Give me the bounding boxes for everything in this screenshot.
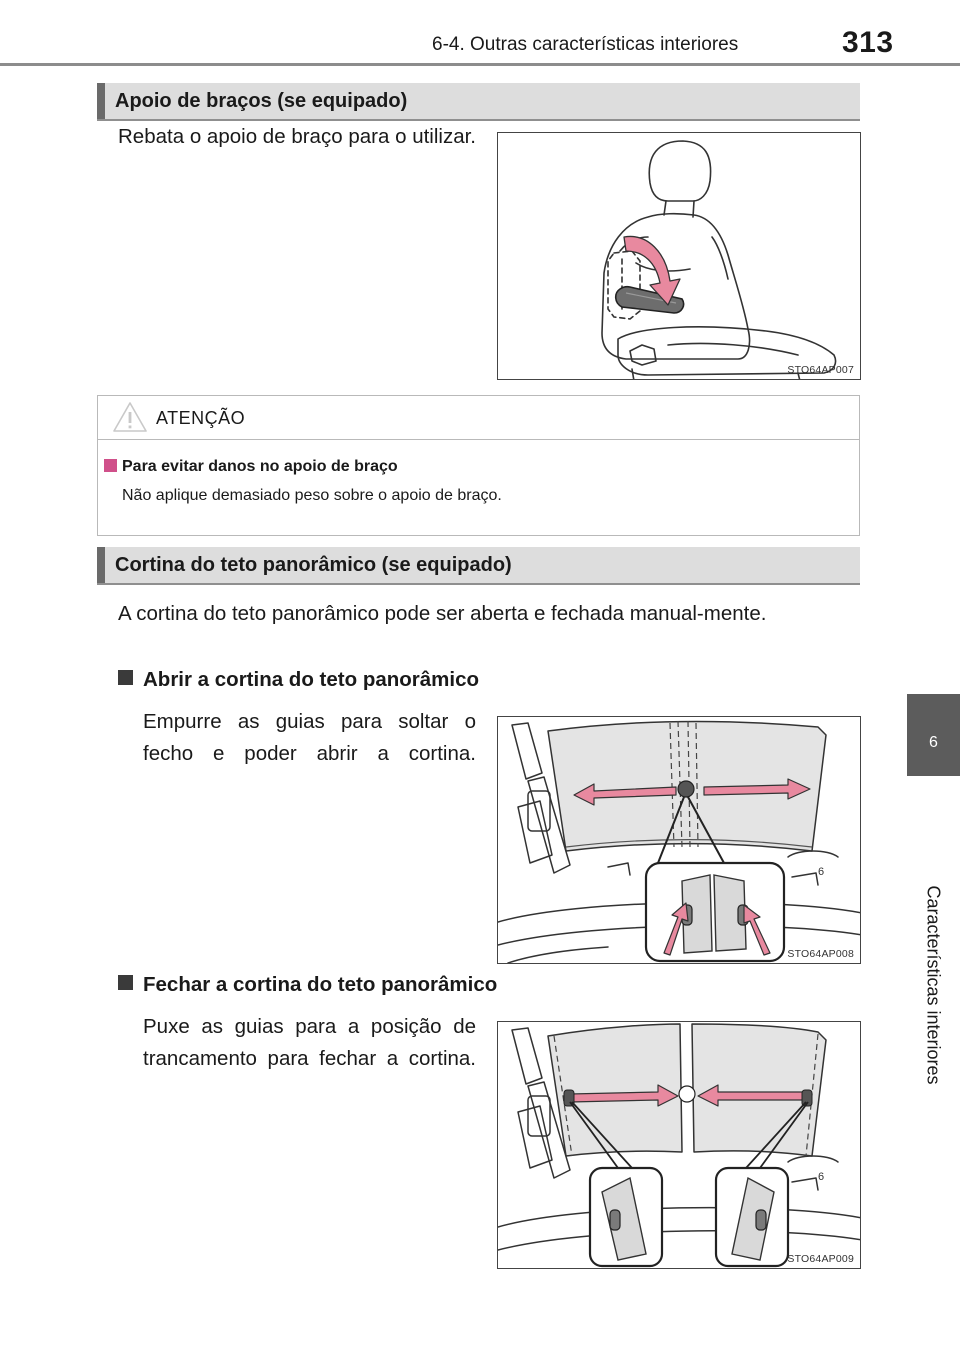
close-shade-figure — [497, 1021, 861, 1269]
shade-intro: A cortina do teto panorâmico pode ser aberta e fechada manual-mente. — [118, 602, 767, 625]
caution-box — [97, 395, 860, 536]
caution-title: ATENÇÃO — [156, 408, 246, 428]
caution-bullet-icon — [104, 459, 117, 472]
open-shade-illustration — [498, 717, 861, 964]
warning-triangle-icon — [112, 401, 148, 433]
caution-subheading — [104, 458, 398, 476]
subheading-open-shade-text: Abrir a cortina do teto panorâmico — [143, 668, 480, 691]
caution-subheading-text: Para evitar danos no apoio de braço — [122, 458, 398, 475]
chapter-tab-number: 6 — [929, 734, 938, 751]
close-shade-illustration — [498, 1022, 861, 1269]
running-header-section: 6-4. Outras características interiores — [432, 34, 739, 55]
open-shade-figure-code: STO64AP008 — [787, 948, 854, 960]
svg-text:6: 6 — [818, 1171, 825, 1183]
close-shade-instruction: Puxe as guias para a posição de trancamento para fechar a cortina. — [143, 1015, 476, 1070]
open-shade-instruction: Empurre as guias para soltar o fecho e poder abrir a cortina. — [143, 710, 476, 765]
caution-title-bar — [98, 396, 859, 440]
page-number: 313 — [842, 26, 894, 59]
armrest-instruction: Rebata o apoio de braço para o utilizar. — [118, 125, 476, 148]
close-shade-figure-code: STO64AP009 — [787, 1253, 854, 1265]
section-heading-armrest — [97, 83, 860, 121]
armrest-illustration — [498, 133, 861, 380]
chapter-tab — [907, 694, 960, 776]
caution-text: Não aplique demasiado peso sobre o apoio de braço. — [122, 487, 502, 504]
svg-text:6: 6 — [818, 866, 825, 878]
armrest-figure — [497, 132, 861, 380]
section-heading-armrest-text: Apoio de braços (se equipado) — [115, 90, 408, 112]
subheading-close-shade — [118, 973, 497, 997]
subheading-bullet-icon — [118, 975, 133, 990]
section-heading-shade-text: Cortina do teto panorâmico (se equipado) — [115, 554, 512, 576]
armrest-figure-code: STO64AP007 — [787, 364, 854, 376]
subheading-bullet-icon — [118, 670, 133, 685]
chapter-tab-label: Características interiores — [923, 885, 944, 1085]
header-rule — [0, 63, 960, 66]
subheading-open-shade — [118, 668, 479, 692]
open-shade-figure — [497, 716, 861, 964]
subheading-close-shade-text: Fechar a cortina do teto panorâmico — [143, 973, 498, 996]
section-heading-shade — [97, 547, 860, 585]
